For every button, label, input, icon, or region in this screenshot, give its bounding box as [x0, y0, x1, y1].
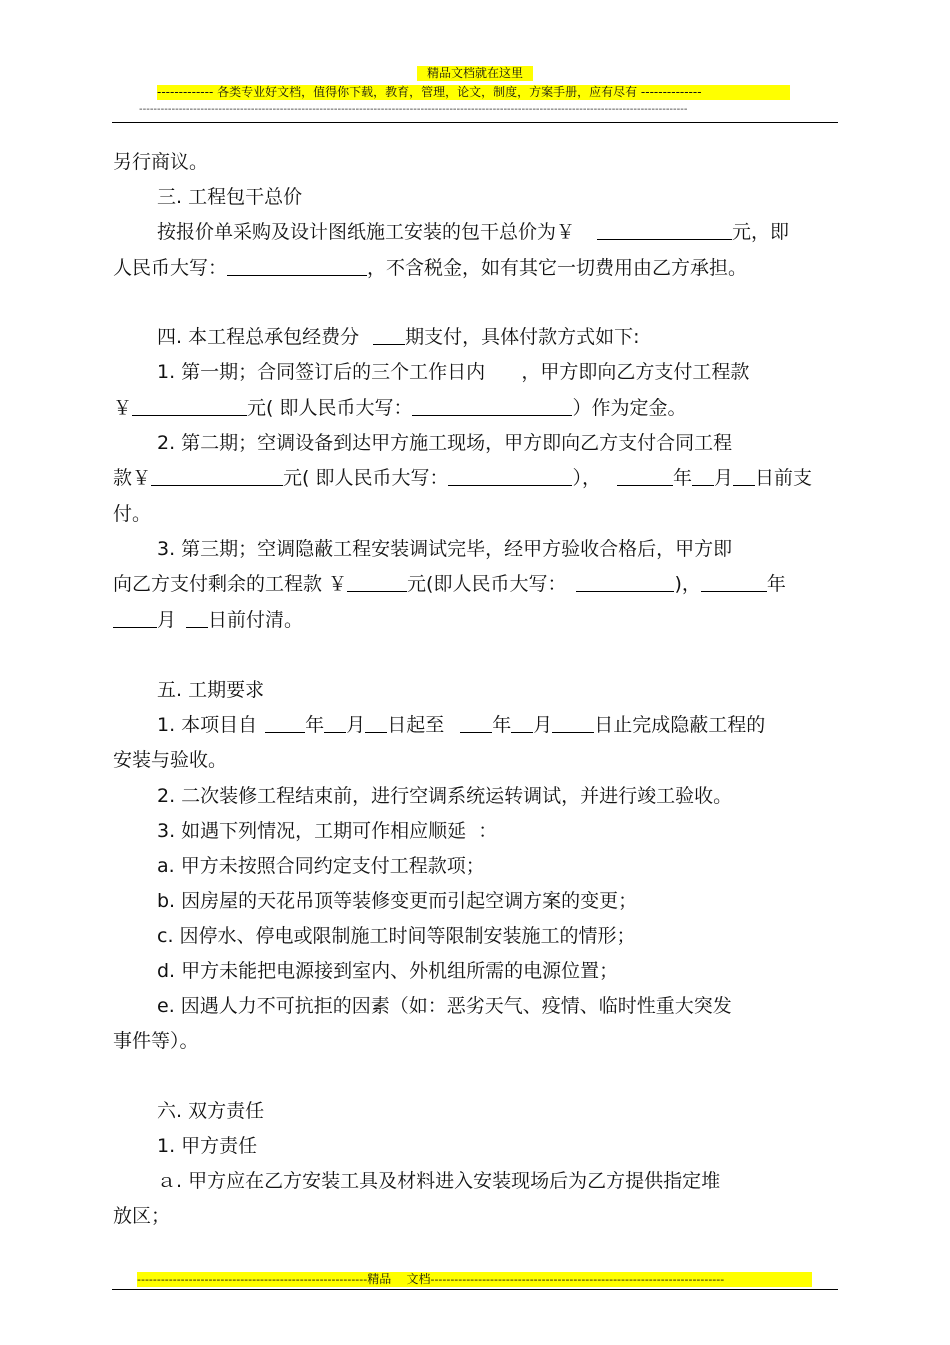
text-line — [113, 464, 812, 492]
text-segment: 年 — [672, 467, 692, 489]
blank-field — [448, 465, 572, 486]
text-line: a. 甲方未按照合同约定支付工程款项； — [157, 855, 485, 877]
text-line: 2. 二次装修工程结束前，进行空调系统运转调试，并进行竣工验收。 — [157, 785, 733, 807]
text-segment: 月 — [533, 714, 553, 736]
text-segment: 月 — [157, 609, 177, 631]
text-line: 付。 — [113, 503, 152, 525]
blank-field — [151, 465, 283, 486]
blank-field — [617, 465, 673, 486]
blank-field — [132, 395, 247, 416]
text-segment: 按报价单采购及设计图纸施工安装的包干总价为￥ — [157, 221, 576, 243]
text-line — [157, 711, 765, 739]
text-line: 2. 第二期；空调设备到达甲方施工现场，甲方即向乙方支付合同工程 — [157, 432, 733, 454]
section-heading-4 — [157, 323, 640, 351]
blank-field — [227, 255, 367, 276]
blank-field — [113, 607, 157, 628]
blank-field — [701, 571, 767, 592]
header-subtitle: ------------- 各类专业好文档，值得你下载，教育，管理，论文，制度，方案手册，应有尽有 -------------- — [157, 85, 790, 100]
blank-field — [692, 465, 714, 486]
text-line: ａ. 甲方应在乙方安装工具及材料进入安装现场后为乙方提供指定堆 — [157, 1170, 721, 1192]
blank-field — [373, 324, 405, 345]
text-segment: ，不含税金，如有其它一切费用由乙方承担。 — [367, 257, 748, 279]
blank-field — [412, 395, 572, 416]
text-segment: 期支付，具体付款方式如下: — [405, 326, 640, 348]
header-dash-line: -------------------------------------------------------------------------------------------------------------------------------------------------------- — [139, 104, 688, 115]
blank-field — [511, 712, 533, 733]
text-line: 1. 第一期；合同签订后的三个工作日内 ，甲方即向乙方支付工程款 — [157, 361, 750, 383]
section-heading-5: 五. 工期要求 — [157, 679, 265, 701]
blank-field — [552, 712, 594, 733]
text-segment: 1. 本项目自 — [157, 714, 258, 736]
footer-bar — [137, 1272, 812, 1287]
text-segment: 月 — [346, 714, 366, 736]
text-segment: ）， — [572, 467, 601, 489]
blank-field — [265, 712, 305, 733]
text-segment: 月 — [714, 467, 734, 489]
text-segment: ）作为定金。 — [572, 397, 687, 419]
text-line: b. 因房屋的天花吊顶等装修变更而引起空调方案的变更； — [157, 890, 638, 912]
blank-field — [347, 571, 407, 592]
text-segment: 人民币大写： — [113, 257, 228, 279]
blank-field — [324, 712, 346, 733]
footer-left-dashes: ---------------------------------------------------------- — [137, 1273, 368, 1286]
text-line: 3. 第三期；空调隐蔽工程安装调试完毕，经甲方验收合格后，甲方即 — [157, 538, 733, 560]
text-segment: 元，即 — [732, 221, 790, 243]
text-segment: )， — [674, 573, 701, 595]
text-segment: 元( 即人民币大写： — [247, 397, 413, 419]
header-title: 精品文档就在这里 — [417, 66, 533, 81]
text-segment: 日止完成隐蔽工程的 — [594, 714, 766, 736]
section-heading-6: 六. 双方责任 — [157, 1100, 265, 1122]
footer-right-dashes: -------------------------------------------------------------------------- — [430, 1273, 725, 1286]
blank-field — [365, 712, 387, 733]
text-line: 安装与验收。 — [113, 749, 228, 771]
text-segment: 年 — [305, 714, 325, 736]
text-line: 1. 甲方责任 — [157, 1135, 258, 1157]
text-segment: 四. 本工程总承包经费分 — [157, 326, 360, 348]
text-line — [157, 218, 789, 246]
text-line — [113, 606, 303, 634]
text-segment: 年 — [766, 573, 786, 595]
header-rule — [112, 122, 838, 123]
text-line: 3. 如遇下列情况，工期可作相应顺延 ： — [157, 820, 498, 842]
text-segment: 向乙方支付剩余的工程款 ￥ — [113, 573, 348, 595]
footer-rule — [112, 1289, 838, 1290]
blank-field — [733, 465, 755, 486]
text-line: 放区； — [113, 1205, 171, 1227]
footer-center-text: 精品 文档 — [367, 1272, 431, 1286]
blank-field — [597, 219, 732, 240]
text-line: c. 因停水、停电或限制施工时间等限制安装施工的情形； — [157, 925, 636, 947]
text-segment: 元(即人民币大写： — [407, 573, 567, 595]
text-segment: 年 — [492, 714, 512, 736]
text-segment: 日前支 — [755, 467, 813, 489]
text-segment: 元( 即人民币大写： — [283, 467, 449, 489]
section-heading-3: 三. 工程包干总价 — [157, 186, 303, 208]
blank-field — [460, 712, 492, 733]
text-segment: 款￥ — [113, 467, 152, 489]
text-line: 另行商议。 — [113, 151, 209, 173]
text-segment: 日起至 — [387, 714, 445, 736]
text-line — [113, 394, 686, 422]
text-line: d. 甲方未能把电源接到室内、外机组所需的电源位置； — [157, 960, 619, 982]
blank-field — [576, 571, 674, 592]
text-line: 事件等）。 — [113, 1030, 199, 1052]
text-line — [113, 254, 747, 282]
text-segment: 日前付清。 — [208, 609, 304, 631]
text-segment: ￥ — [113, 397, 133, 419]
text-line: e. 因遇人力不可抗拒的因素（如：恶劣天气、疫情、临时性重大突发 — [157, 995, 732, 1017]
text-line — [113, 570, 786, 598]
blank-field — [186, 607, 208, 628]
